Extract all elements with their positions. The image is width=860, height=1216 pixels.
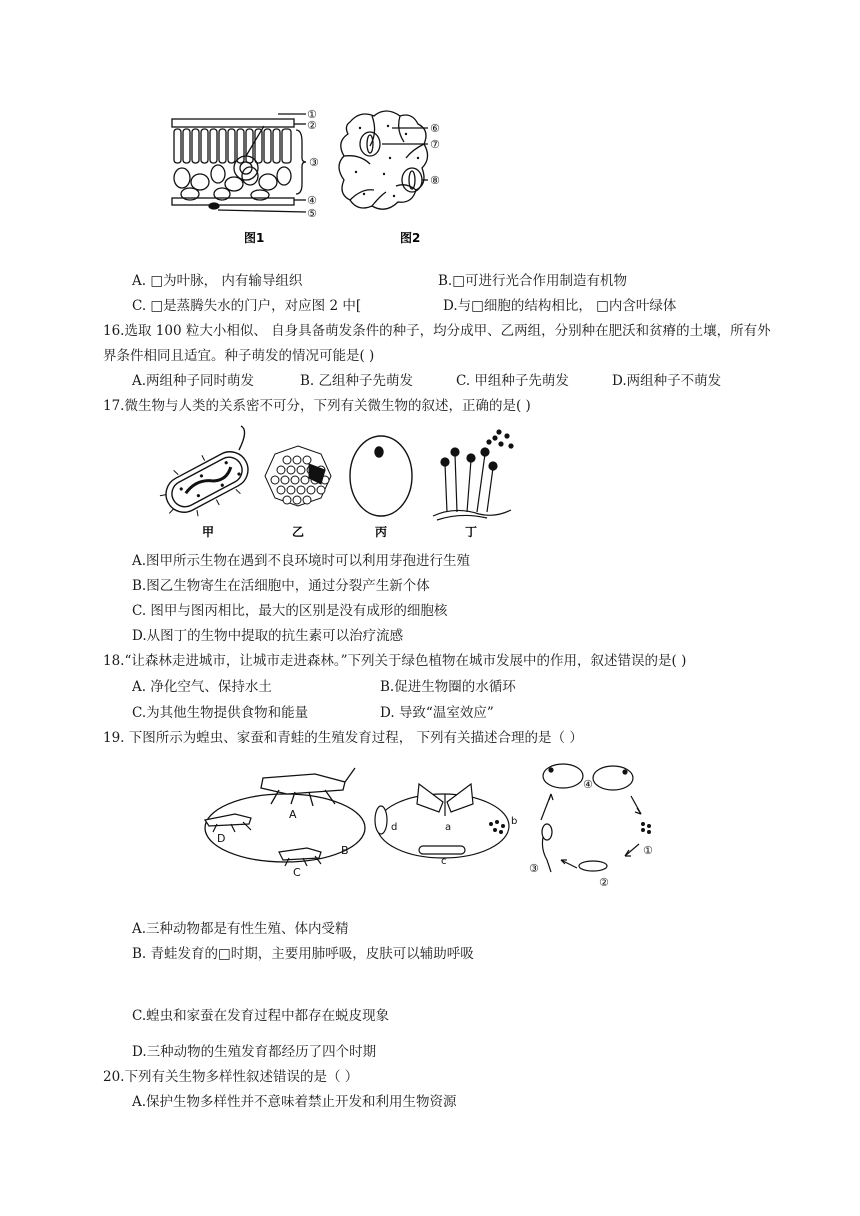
silkworm-label-a: a (445, 822, 452, 833)
microbe-figure-svg (155, 424, 525, 544)
q17-option-c[interactable]: C. 图甲与图丙相比，最大的区别是没有成形的细胞核 (132, 603, 448, 619)
q20-option-a[interactable]: A.保护生物多样性并不意味着禁止开发和利用生物资源 (132, 1094, 457, 1110)
marker-5: ⑤ (307, 207, 317, 220)
virus-icon (265, 446, 331, 506)
fig2-caption: 图2 (400, 231, 421, 245)
yeast-cell-icon (350, 436, 412, 516)
q16-stem-line1: 16.选取 100 粒大小相似、 自身具备萌发条件的种子，均分成甲、乙两组，分别种在肥沃和贫瘠的土壤，所有外 (103, 323, 771, 339)
marker-4: ④ (307, 194, 317, 207)
q18-stem: 18.“让森林走进城市，让城市走进森林。”下列关于绿色植物在城市发展中的作用，叙述错误的是( ) (103, 653, 687, 669)
moth-icon (417, 784, 473, 816)
grasshopper-label-a: A (289, 808, 297, 821)
grasshopper-label-b: B (341, 844, 349, 857)
q19-option-a[interactable]: A.三种动物都是有性生殖、体内受精 (132, 921, 349, 937)
q18-option-b[interactable]: B.促进生物圈的水循环 (380, 679, 516, 695)
marker-7: ⑦ (430, 138, 440, 151)
q19-option-b[interactable]: B. 青蛙发育的□时期，主要用肺呼吸，皮肤可以辅助呼吸 (132, 946, 474, 962)
silkworm-label-d: d (391, 822, 398, 833)
q15-option-d[interactable]: D.与□细胞的结构相比， □内含叶绿体 (443, 298, 677, 314)
label-ding: 丁 (465, 525, 478, 539)
q16-option-c[interactable]: C. 甲组种子先萌发 (456, 373, 569, 389)
fig1-caption: 图1 (244, 231, 265, 245)
label-yi: 乙 (292, 525, 305, 539)
marker-8: ⑧ (430, 174, 440, 187)
marker-2: ② (307, 119, 317, 132)
tadpole-icon (542, 824, 607, 872)
silkworm-label-b: b (511, 816, 518, 827)
q16-option-d[interactable]: D.两组种子不萌发 (612, 373, 722, 389)
q16-option-a[interactable]: A.两组种子同时萌发 (132, 373, 255, 389)
frog-label-2: ② (599, 876, 609, 889)
silkworm-label-c: c (441, 856, 447, 867)
microbe-figure (155, 424, 525, 544)
leaf-figure-svg (160, 102, 500, 248)
label-bing: 丙 (375, 525, 388, 539)
frog-label-1: ① (643, 844, 653, 857)
marker-1: ① (307, 108, 317, 121)
frog-label-4: ④ (583, 778, 593, 791)
q20-stem: 20.下列有关生物多样性叙述错误的是（ ） (103, 1069, 359, 1085)
life-cycle-figure-svg (195, 760, 655, 890)
leaf-figure (160, 102, 500, 248)
mold-icon (433, 430, 513, 520)
q18-option-d[interactable]: D. 导致“温室效应” (380, 705, 494, 721)
q19-stem: 19. 下图所示为蝗虫、家蚕和青蛙的生殖发育过程， 下列有关描述合理的是（ ） (103, 730, 583, 746)
q17-option-a[interactable]: A.图甲所示生物在遇到不良环境时可以利用芽孢进行生殖 (132, 553, 471, 569)
q15-option-a[interactable]: A. □为叶脉， 内有输导组织 (132, 273, 303, 289)
grasshopper-nymph-d-icon (205, 814, 251, 832)
q15-option-c[interactable]: C. □是蒸腾失水的门户，对应图 2 中[ (132, 298, 362, 314)
q17-option-d[interactable]: D.从图丁的生物中提取的抗生素可以治疗流感 (132, 628, 404, 644)
marker-6: ⑥ (430, 122, 440, 135)
grasshopper-label-c: C (293, 866, 301, 879)
frog-label-3: ③ (529, 862, 539, 875)
q17-option-b[interactable]: B.图乙生物寄生在活细胞中，通过分裂产生新个体 (132, 578, 430, 594)
q18-option-a[interactable]: A. 净化空气、保持水土 (132, 679, 272, 695)
q18-option-c[interactable]: C.为其他生物提供食物和能量 (132, 705, 309, 721)
q16-option-b[interactable]: B. 乙组种子先萌发 (300, 373, 414, 389)
q15-option-b[interactable]: B.□可进行光合作用制造有机物 (438, 273, 627, 289)
q19-option-c[interactable]: C.蝗虫和家蚕在发育过程中都存在蜕皮现象 (132, 1008, 390, 1024)
bacterium-icon (155, 426, 258, 527)
grasshopper-nymph-c-icon (279, 848, 321, 866)
q19-option-d[interactable]: D.三种动物的生殖发育都经历了四个时期 (132, 1044, 377, 1060)
grasshopper-label-d: D (217, 832, 226, 845)
grasshopper-adult-icon (261, 768, 355, 806)
label-jia: 甲 (202, 525, 215, 539)
silkworm-larva-icon (419, 846, 465, 854)
q17-stem: 17.微生物与人类的关系密不可分，下列有关微生物的叙述，正确的是( ) (103, 398, 531, 414)
cocoon-icon (375, 806, 387, 834)
q16-stem-line2: 界条件相同且适宜。种子萌发的情况可能是( ) (103, 348, 375, 364)
life-cycle-figure (195, 760, 655, 890)
marker-3: ③ (309, 156, 319, 169)
